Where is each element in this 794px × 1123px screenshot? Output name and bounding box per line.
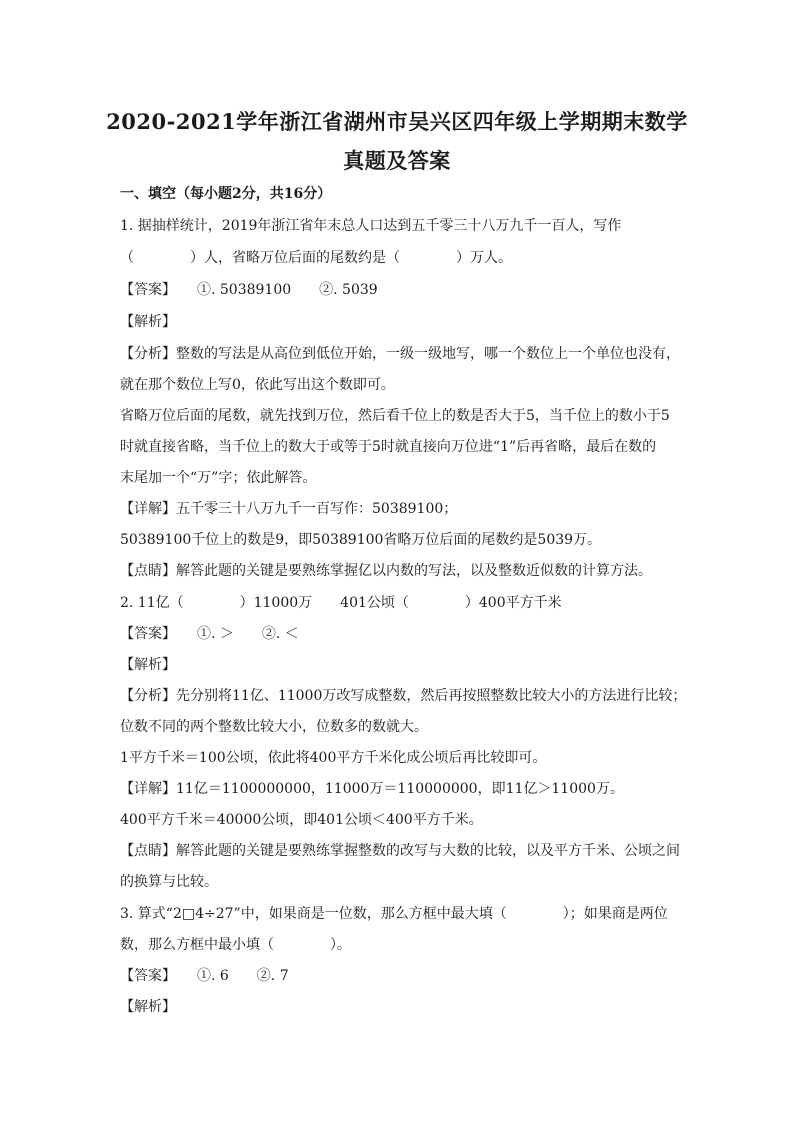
- answer-3: 【答案】 ①. 6 ②. 7: [120, 968, 289, 984]
- question-3-line-2: 数，那么方框中最小填（ ）。: [120, 937, 351, 953]
- document-title-line-2: 真题及答案: [343, 148, 451, 173]
- comment-2-line-1: 【点睛】解答此题的关键是要熟练掌握整数的改写与大数的比较，以及平方千米、公顷之间: [120, 843, 680, 859]
- comment-1: 【点睛】解答此题的关键是要熟练掌握亿以内数的写法，以及整数近似数的计算方法。: [120, 563, 652, 579]
- analysis-label-1: 【解析】: [120, 314, 176, 330]
- detail-2-line-2: 400平方千米＝40000公顷，即401公顷＜400平方千米。: [120, 812, 483, 828]
- analysis-1-line-4: 时就直接省略，当千位上的数大于或等于5时就直接向万位进“1”后再省略，最后在数的: [120, 439, 657, 455]
- detail-2-line-1: 【详解】11亿＝1100000000，11000万＝110000000，即11亿＞11000万。: [120, 781, 624, 797]
- analysis-2-line-1: 【分析】先分别将11亿、11000万改写成整数，然后再按照整数比较大小的方法进行比较；: [120, 688, 687, 704]
- question-2: 2. 11亿（ ）11000万 401公顷（ ）400平方千米: [120, 595, 562, 611]
- comment-2-line-2: 的换算与比较。: [120, 874, 218, 890]
- analysis-label-3: 【解析】: [120, 999, 176, 1015]
- detail-1-line-2: 50389100千位上的数是9，即50389100省略万位后面的尾数约是5039万。: [120, 532, 602, 548]
- analysis-1-line-1: 【分析】整数的写法是从高位到低位开始，一级一级地写，哪一个数位上一个单位也没有，: [120, 346, 680, 362]
- question-1-line-1: 1. 据抽样统计，2019年浙江省年末总人口达到五千零三十八万九千一百人，写作: [120, 218, 622, 234]
- analysis-1-line-5: 末尾加一个“万”字；依此解答。: [120, 470, 317, 486]
- analysis-2-line-2: 位数不同的两个整数比较大小，位数多的数就大。: [120, 719, 428, 735]
- answer-2: 【答案】 ①. ＞ ②. ＜: [120, 626, 299, 642]
- analysis-2-line-3: 1平方千米＝100公顷，依此将400平方千米化成公顷后再比较即可。: [120, 750, 547, 766]
- question-1-line-2: （ ）人，省略万位后面的尾数约是（ ）万人。: [120, 250, 512, 266]
- analysis-label-2: 【解析】: [120, 657, 176, 673]
- answer-1: 【答案】 ①. 50389100 ②. 5039: [120, 282, 378, 298]
- analysis-1-line-3: 省略万位后面的尾数，就先找到万位，然后看千位上的数是否大于5，当千位上的数小于5: [120, 408, 670, 424]
- document-title-line-1: 2020-2021学年浙江省湖州市吴兴区四年级上学期期末数学: [106, 109, 688, 134]
- detail-1-line-1: 【详解】五千零三十八万九千一百写作：50389100；: [120, 501, 458, 517]
- analysis-1-line-2: 就在那个数位上写0，依此写出这个数即可。: [120, 377, 395, 393]
- section-heading: 一、填空（每小题2分，共16分）: [120, 186, 332, 202]
- question-3-line-1: 3. 算式“2□4÷27”中，如果商是一位数，那么方框中最大填（ ）；如果商是两位: [120, 906, 668, 922]
